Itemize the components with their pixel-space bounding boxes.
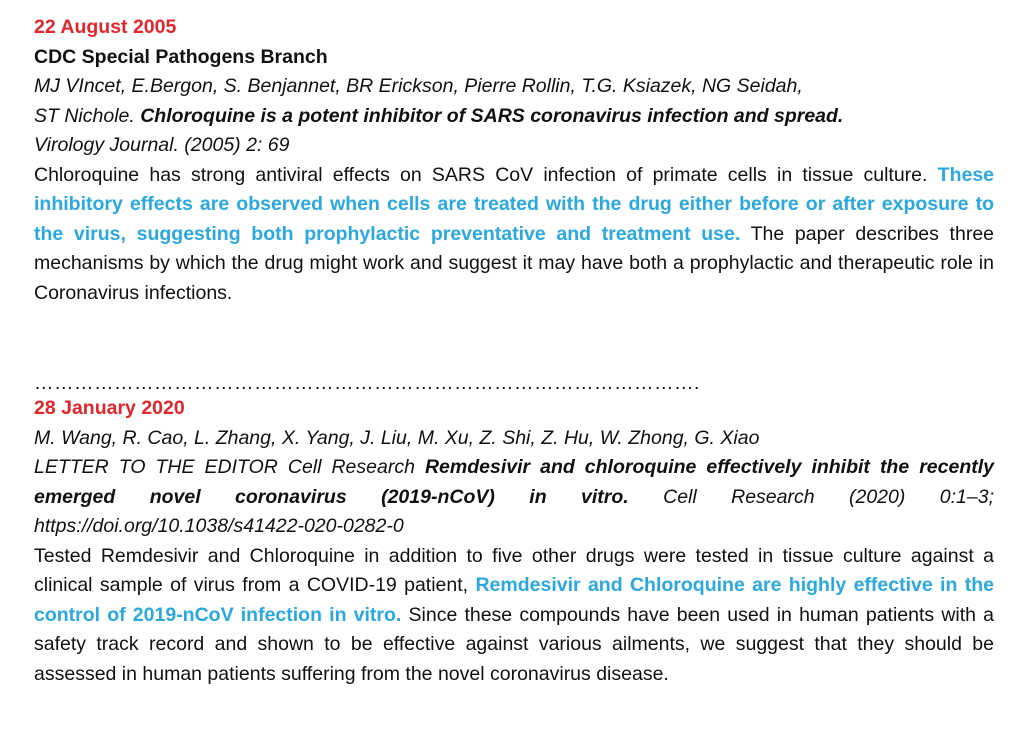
entry-summary — [34, 542, 994, 690]
entry-date: 28 January 2020 — [34, 397, 185, 419]
authors-line-2: ST Nichole. — [34, 104, 135, 127]
authors-line-1: MJ VIncet, E.Bergon, S. Benjannet, BR Erickson, Pierre Rollin, T.G. Ksiazek, NG Seidah, — [34, 75, 803, 97]
entry-2020 — [34, 394, 994, 689]
entry-organization: CDC Special Pathogens Branch — [34, 45, 328, 68]
citation-prefix: LETTER TO THE EDITOR Cell Research — [34, 456, 425, 478]
summary-text: Chloroquine has strong antiviral effects on SARS CoV infection of primate cells in tissue culture. — [34, 163, 928, 186]
entry-authors — [34, 72, 994, 102]
summary-text-continued: Since these compounds have been used in human patients with a safety track record and shown to be effective against various ailments, we suggest that they should be assessed in human patients suffering from the novel coronavirus disease. — [34, 603, 994, 685]
entry-date: 22 August 2005 — [34, 16, 177, 38]
entry-citation — [34, 453, 994, 542]
entry-2005 — [34, 13, 994, 308]
journal-reference: Virology Journal. (2005) 2: 69 — [34, 134, 290, 156]
spacer — [34, 308, 994, 372]
entry-citation — [34, 102, 994, 132]
entry-authors: M. Wang, R. Cao, L. Zhang, X. Yang, J. Liu, M. Xu, Z. Shi, Z. Hu, W. Zhong, G. Xiao — [34, 426, 760, 449]
summary-text-continued: The paper describes three mechanisms by which the drug might work and suggest it may have both a prophylactic and therapeutic role in Coronavirus infections. — [34, 222, 995, 304]
summary-text: Tested Remdesivir and Chloroquine in addition to five other drugs were tested in tissue culture against a clinical sample of virus from a COVID-19 patient, — [34, 544, 994, 596]
summary-highlight: Remdesivir and Chloroquine are highly effective in the control of 2019-nCoV infection in vitro. — [34, 574, 994, 626]
journal-reference: Cell Research (2020) 0:1–3; https://doi.org/10.1038/s41422-020-0282-0 — [34, 485, 994, 537]
entry-summary — [34, 161, 994, 309]
article-title: Remdesivir and chloroquine effectively inhibit the recently emerged novel coronavirus (2019-nCoV) in vitro. — [34, 456, 994, 508]
dotted-separator: ………………………………………………………………………………………. — [34, 372, 700, 394]
document-page — [34, 13, 994, 689]
article-title: Chloroquine is a potent inhibitor of SARS coronavirus infection and spread. — [140, 104, 844, 127]
summary-highlight: These inhibitory effects are observed when cells are treated with the drug either before or after exposure to the virus, suggesting both prophylactic preventative and treatment use. — [34, 163, 995, 245]
